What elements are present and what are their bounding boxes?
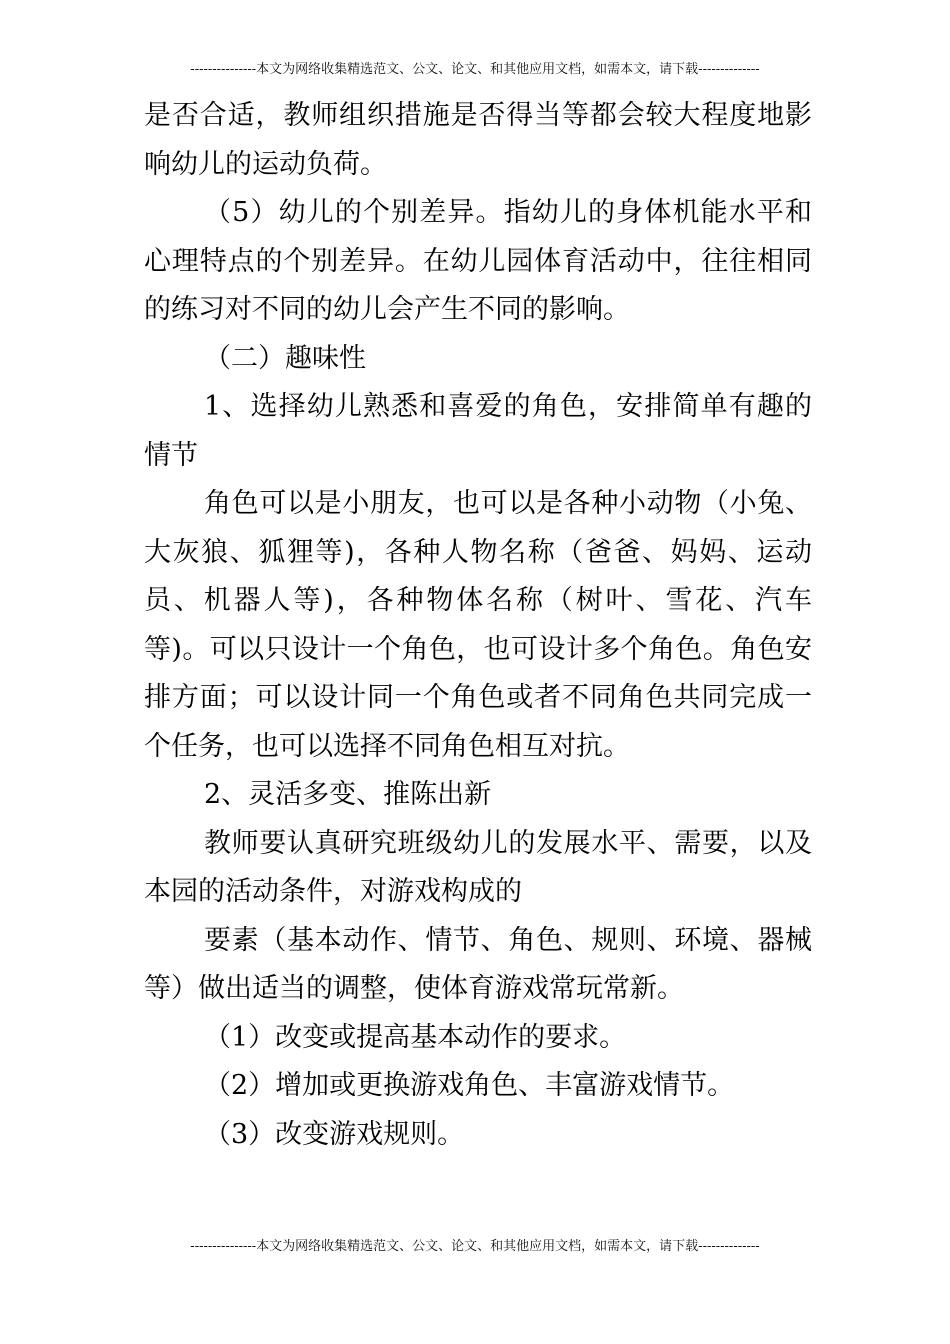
paragraph: （5）幼儿的个别差异。指幼儿的身体机能水平和心理特点的个别差异。在幼儿园体育活动中，往往相同的练习对不同的幼儿会产生不同的影响。 — [144, 197, 812, 325]
list-item: （1）改变或提高基本动作的要求。 — [204, 1021, 627, 1053]
paragraph: 教师要认真研究班级幼儿的发展水平、需要，以及本园的活动条件，对游戏构成的 — [144, 827, 812, 907]
subsection-heading: 1、选择幼儿熟悉和喜爱的角色，安排简单有趣的情节 — [144, 391, 812, 471]
paragraph: 角色可以是小朋友，也可以是各种小动物（小兔、大灰狼、狐狸等)，各种人物名称（爸爸、妈妈、运动员、机器人等)，各种物体名称（树叶、雪花、汽车等)。可以只设计一个角色，也可设计多个角色。角色安排方面；可以设计同一个角色或者不同角色共同完成一个任务，也可以选择不同角色相互对抗。 — [144, 488, 812, 762]
document-body — [144, 92, 812, 1159]
paragraph: 要素（基本动作、情节、角色、规则、环境、器械等）做出适当的调整，使体育游戏常玩常新。 — [144, 924, 812, 1004]
list-item: （2）增加或更换游戏角色、丰富游戏情节。 — [204, 1070, 735, 1101]
section-heading: （二）趣味性 — [204, 342, 366, 374]
subsection-heading: 2、灵活多变、推陈出新 — [204, 779, 492, 810]
paragraph: 是否合适，教师组织措施是否得当等都会较大程度地影响幼儿的运动负荷。 — [144, 100, 812, 180]
header-banner: ---------------本文为网络收集精选范文、公文、论文、和其他应用文档，如需本文，请下载-------------- — [190, 62, 760, 77]
list-item: （3）改变游戏规则。 — [204, 1118, 465, 1150]
footer-banner: ---------------本文为网络收集精选范文、公文、论文、和其他应用文档，如需本文，请下载-------------- — [190, 1239, 760, 1254]
